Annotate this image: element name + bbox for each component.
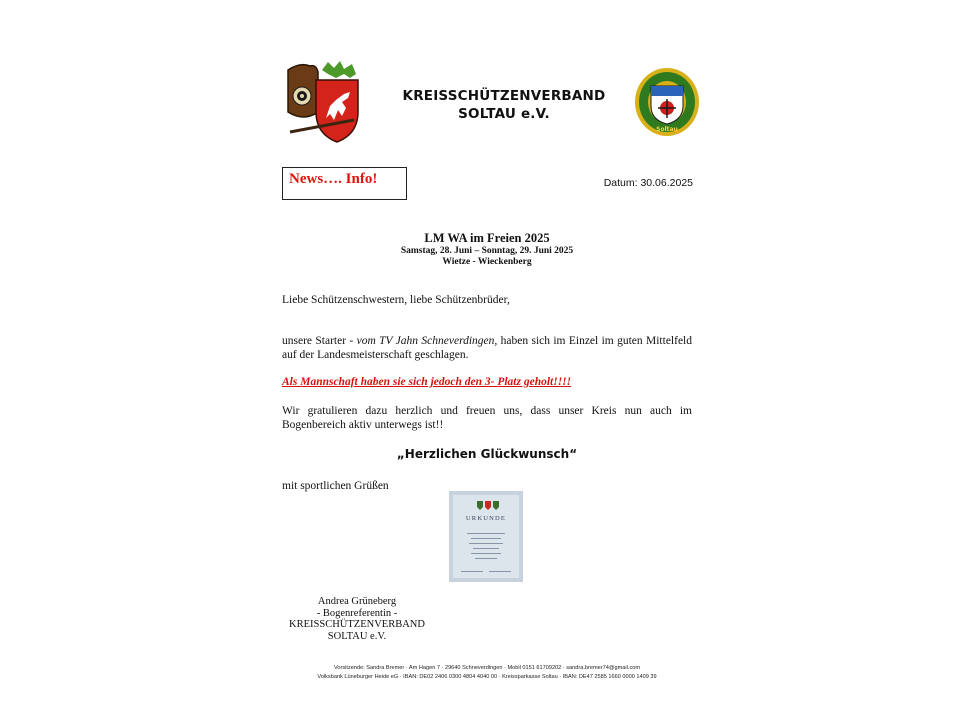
news-label: News…. Info! bbox=[289, 171, 378, 187]
para1-club: vom TV Jahn Schneverdingen, bbox=[356, 335, 498, 347]
organization-title bbox=[384, 87, 624, 123]
para1-post: haben sich im Einzel im guten Mittelfeld auf der Landesmeisterschaft geschlagen. bbox=[282, 335, 692, 361]
document-date: Datum: 30.06.2025 bbox=[603, 177, 693, 189]
event-location: Wietze - Wieckenberg bbox=[442, 257, 532, 267]
footer-contact: Vorsitzende: Sandra Bremer · Am Hagen 7 · 29640 Schneverdingen · Mobil 0151 61709202 · sandra.bremer74@gmail.com bbox=[333, 665, 641, 671]
footer-bank: Volksbank Lüneburger Heide eG · IBAN: DE02 2406 0300 4804 4040 00 · Kreissparkasse Soltau · IBAN: DE47 2585 1660 0000 1409 39 bbox=[317, 674, 657, 680]
para1-pre: unsere Starter - bbox=[282, 335, 357, 347]
signature-org2: SOLTAU e.V. bbox=[327, 630, 387, 642]
event-title: LM WA im Freien 2025 bbox=[424, 231, 550, 245]
signature-role: - Bogenreferentin - bbox=[316, 607, 398, 619]
certificate-emblem-icon bbox=[475, 499, 501, 511]
signature-org1: KREISSCHÜTZENVERBAND bbox=[289, 619, 425, 630]
congratulations-heading: „Herzlichen Glückwunsch“ bbox=[396, 447, 578, 461]
signature-block bbox=[282, 596, 432, 642]
org-title-line2: SOLTAU e.V. bbox=[458, 106, 550, 122]
signature-name: Andrea Grüneberg bbox=[317, 596, 397, 607]
certificate-image bbox=[449, 491, 523, 582]
badge-text: Soltau bbox=[656, 126, 678, 133]
org-title-line1: KREISSCHÜTZENVERBAND bbox=[402, 88, 606, 104]
soltau-badge-logo bbox=[633, 66, 701, 138]
greeting: Liebe Schützenschwestern, liebe Schützenbrüder, bbox=[282, 294, 510, 306]
team-result-highlight: Als Mannschaft haben sie sich jedoch den 3- Platz geholt!!!! bbox=[282, 376, 572, 388]
paragraph-result bbox=[282, 334, 692, 362]
event-dates: Samstag, 28. Juni – Sonntag, 29. Juni 2025 bbox=[400, 246, 574, 256]
association-logo-left bbox=[284, 60, 362, 144]
certificate-title: URKUNDE bbox=[465, 515, 507, 522]
closing-line: mit sportlichen Grüßen bbox=[282, 480, 389, 492]
paragraph-congrats: Wir gratulieren dazu herzlich und freuen uns, dass unser Kreis nun auch im Bogenbereich aktiv unterwegs ist!! bbox=[282, 405, 692, 431]
